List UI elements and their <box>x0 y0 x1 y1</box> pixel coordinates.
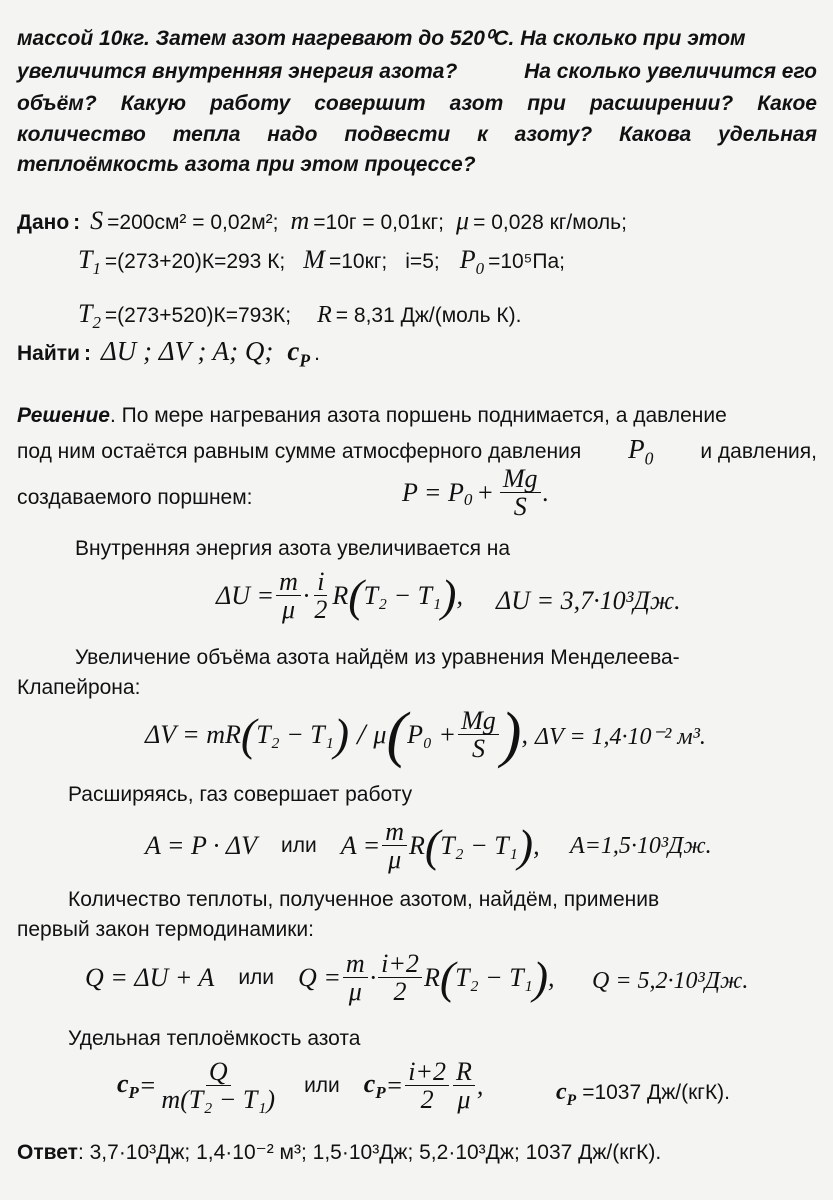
word: азоту? <box>514 123 593 146</box>
result-heat: Q = 5,2·10³Дж. <box>592 968 749 994</box>
var-mu: μ <box>456 206 470 235</box>
var-T2: $T_2$ <box>78 299 101 333</box>
value-P0: =10⁵Па; <box>488 250 565 273</box>
answer-text: : 3,7·10³Дж; 1,4·10⁻² м³; 1,5·10³Дж; 5,2·10³Дж; 1037 Дж/(кгК). <box>77 1141 662 1164</box>
value-M: =10кг; <box>328 250 388 273</box>
var-R: R <box>317 302 332 328</box>
find-label: Найти <box>17 342 80 365</box>
solution-line-4: Внутренняя энергия азота увеличивается на <box>75 537 511 560</box>
value-i: i=5; <box>405 250 440 273</box>
value-R: = 8,31 Дж/(моль К). <box>335 304 522 327</box>
word: Какую <box>120 92 187 115</box>
solution-line-8: Количество теплоты, полученное азотом, найдём, применив <box>68 888 660 911</box>
equation-pressure: P = P $_0$ + $\frac{Mg}{S}$ . <box>402 464 550 522</box>
word: расширении? <box>589 92 734 115</box>
result-specific-heat: $c_P$ =1037 Дж/(кгК). <box>556 1079 731 1109</box>
word: надо <box>267 123 318 146</box>
value-S: =200см² = 0,02м²; <box>107 211 279 234</box>
solution-line-5 <box>75 646 817 670</box>
word: азот <box>449 92 504 115</box>
solution-text-5: Увеличение объёма азота найдём из уравнения Менделеева- <box>75 646 680 669</box>
word: Какое <box>757 92 817 115</box>
word: количество <box>17 123 146 146</box>
equation-specific-heat: $c_P$ = $\frac{Q}{\text{m(T₂ − T₁)}}$ или $c_P$ = $\frac{i+2}{2}$ $\frac{R}{\mu}$ , <box>117 1057 484 1115</box>
find-items: ΔU ; ΔV ; A; Q; <box>100 336 274 366</box>
result-work: A=1,5·10³Дж. <box>570 833 712 859</box>
var-T1: $T_1$ <box>78 245 101 279</box>
word: подвести <box>344 123 451 146</box>
solution-text-2: под ним остаётся равным сумме атмосферного давления <box>17 440 582 463</box>
find-cp: $c_P$ <box>287 336 311 371</box>
var-P0: $P_0$ <box>459 245 485 279</box>
solution-line-1 <box>17 404 727 428</box>
find-dot: . <box>314 342 320 365</box>
word: Какова <box>619 123 692 146</box>
solution-line-3: создаваемого поршнем: <box>17 486 253 509</box>
word: при <box>527 92 566 115</box>
word: работу <box>210 92 291 115</box>
word: тепла <box>172 123 241 146</box>
solution-line-7: Расширяясь, газ совершает работу <box>68 783 413 806</box>
var-m: m <box>290 206 310 235</box>
given-line-3 <box>78 299 521 333</box>
solution-text-2-end: и давления, <box>700 440 817 463</box>
solution-line-10: Удельная теплоёмкость азота <box>68 1027 361 1050</box>
value-m: =10г = 0,01кг; <box>313 211 445 234</box>
value-mu: = 0,028 кг/моль; <box>473 211 627 234</box>
equation-volume: ΔV = mR ( T₂ − T₁ ) / μ ( P₀ + $\frac{Mg}{S}$ ) , <box>145 701 528 769</box>
answer-line <box>17 1140 661 1165</box>
equation-internal-energy: ΔU = $\frac{m}{\mu}$ · $\frac{i}{2}$ R ( T₂ − T₁ ) , <box>216 567 463 625</box>
solution-line-9: первый закон термодинамики: <box>17 918 314 941</box>
bleed-through-text <box>520 178 524 195</box>
problem-line-4 <box>17 123 817 147</box>
find-line: Найти : ΔU ; ΔV ; A; Q; $c_P$ . <box>17 336 320 371</box>
result-delta-U: ΔU = 3,7·10³Дж. <box>496 586 681 615</box>
solution-text-1: . По мере нагревания азота поршень поднимается, а давление <box>109 404 727 427</box>
value-T1: =(273+20)К=293 К; <box>104 250 286 273</box>
given-line-2 <box>78 245 565 279</box>
word: к <box>477 123 488 146</box>
var-P0-inline: $P_0$ <box>628 434 654 469</box>
problem-line-1: массой 10кг. Затем азот нагревают до 520⁰С. На сколько при этом <box>17 27 746 50</box>
problem-line-3 <box>17 92 817 116</box>
result-delta-V: ΔV = 1,4·10⁻² м³. <box>535 724 706 750</box>
answer-label: Ответ <box>17 1141 78 1164</box>
problem-line-5: теплоёмкость азота при этом процессе? <box>17 153 476 176</box>
given-label: Дано <box>17 211 70 234</box>
value-T2: =(273+520)К=793К; <box>104 304 292 327</box>
equation-heat: Q = ΔU + A или Q = $\frac{m}{\mu}$ · $\frac{i+2}{2}$ R ( T₂ − T₁ ) , <box>85 949 555 1007</box>
problem-line-2b: На сколько увеличится его <box>524 60 817 83</box>
var-M: M <box>303 245 325 274</box>
solution-line-6: Клапейрона: <box>17 676 141 699</box>
word: объём? <box>17 92 97 115</box>
solution-label: Решение <box>17 404 110 427</box>
given-line-1: Дано : S =200см² = 0,02м²; m =10г = 0,01кг; μ = 0,028 кг/моль; <box>17 206 627 235</box>
problem-line-2 <box>17 60 817 84</box>
var-S: S <box>90 206 104 235</box>
word: удельная <box>718 123 817 146</box>
equation-work: A = P · ΔV или A = $\frac{m}{\mu}$ R ( T₂ − T₁ ) , <box>145 817 540 875</box>
problem-line-2a: увеличится внутренняя энергия азота? <box>17 60 458 83</box>
word: совершит <box>314 92 426 115</box>
